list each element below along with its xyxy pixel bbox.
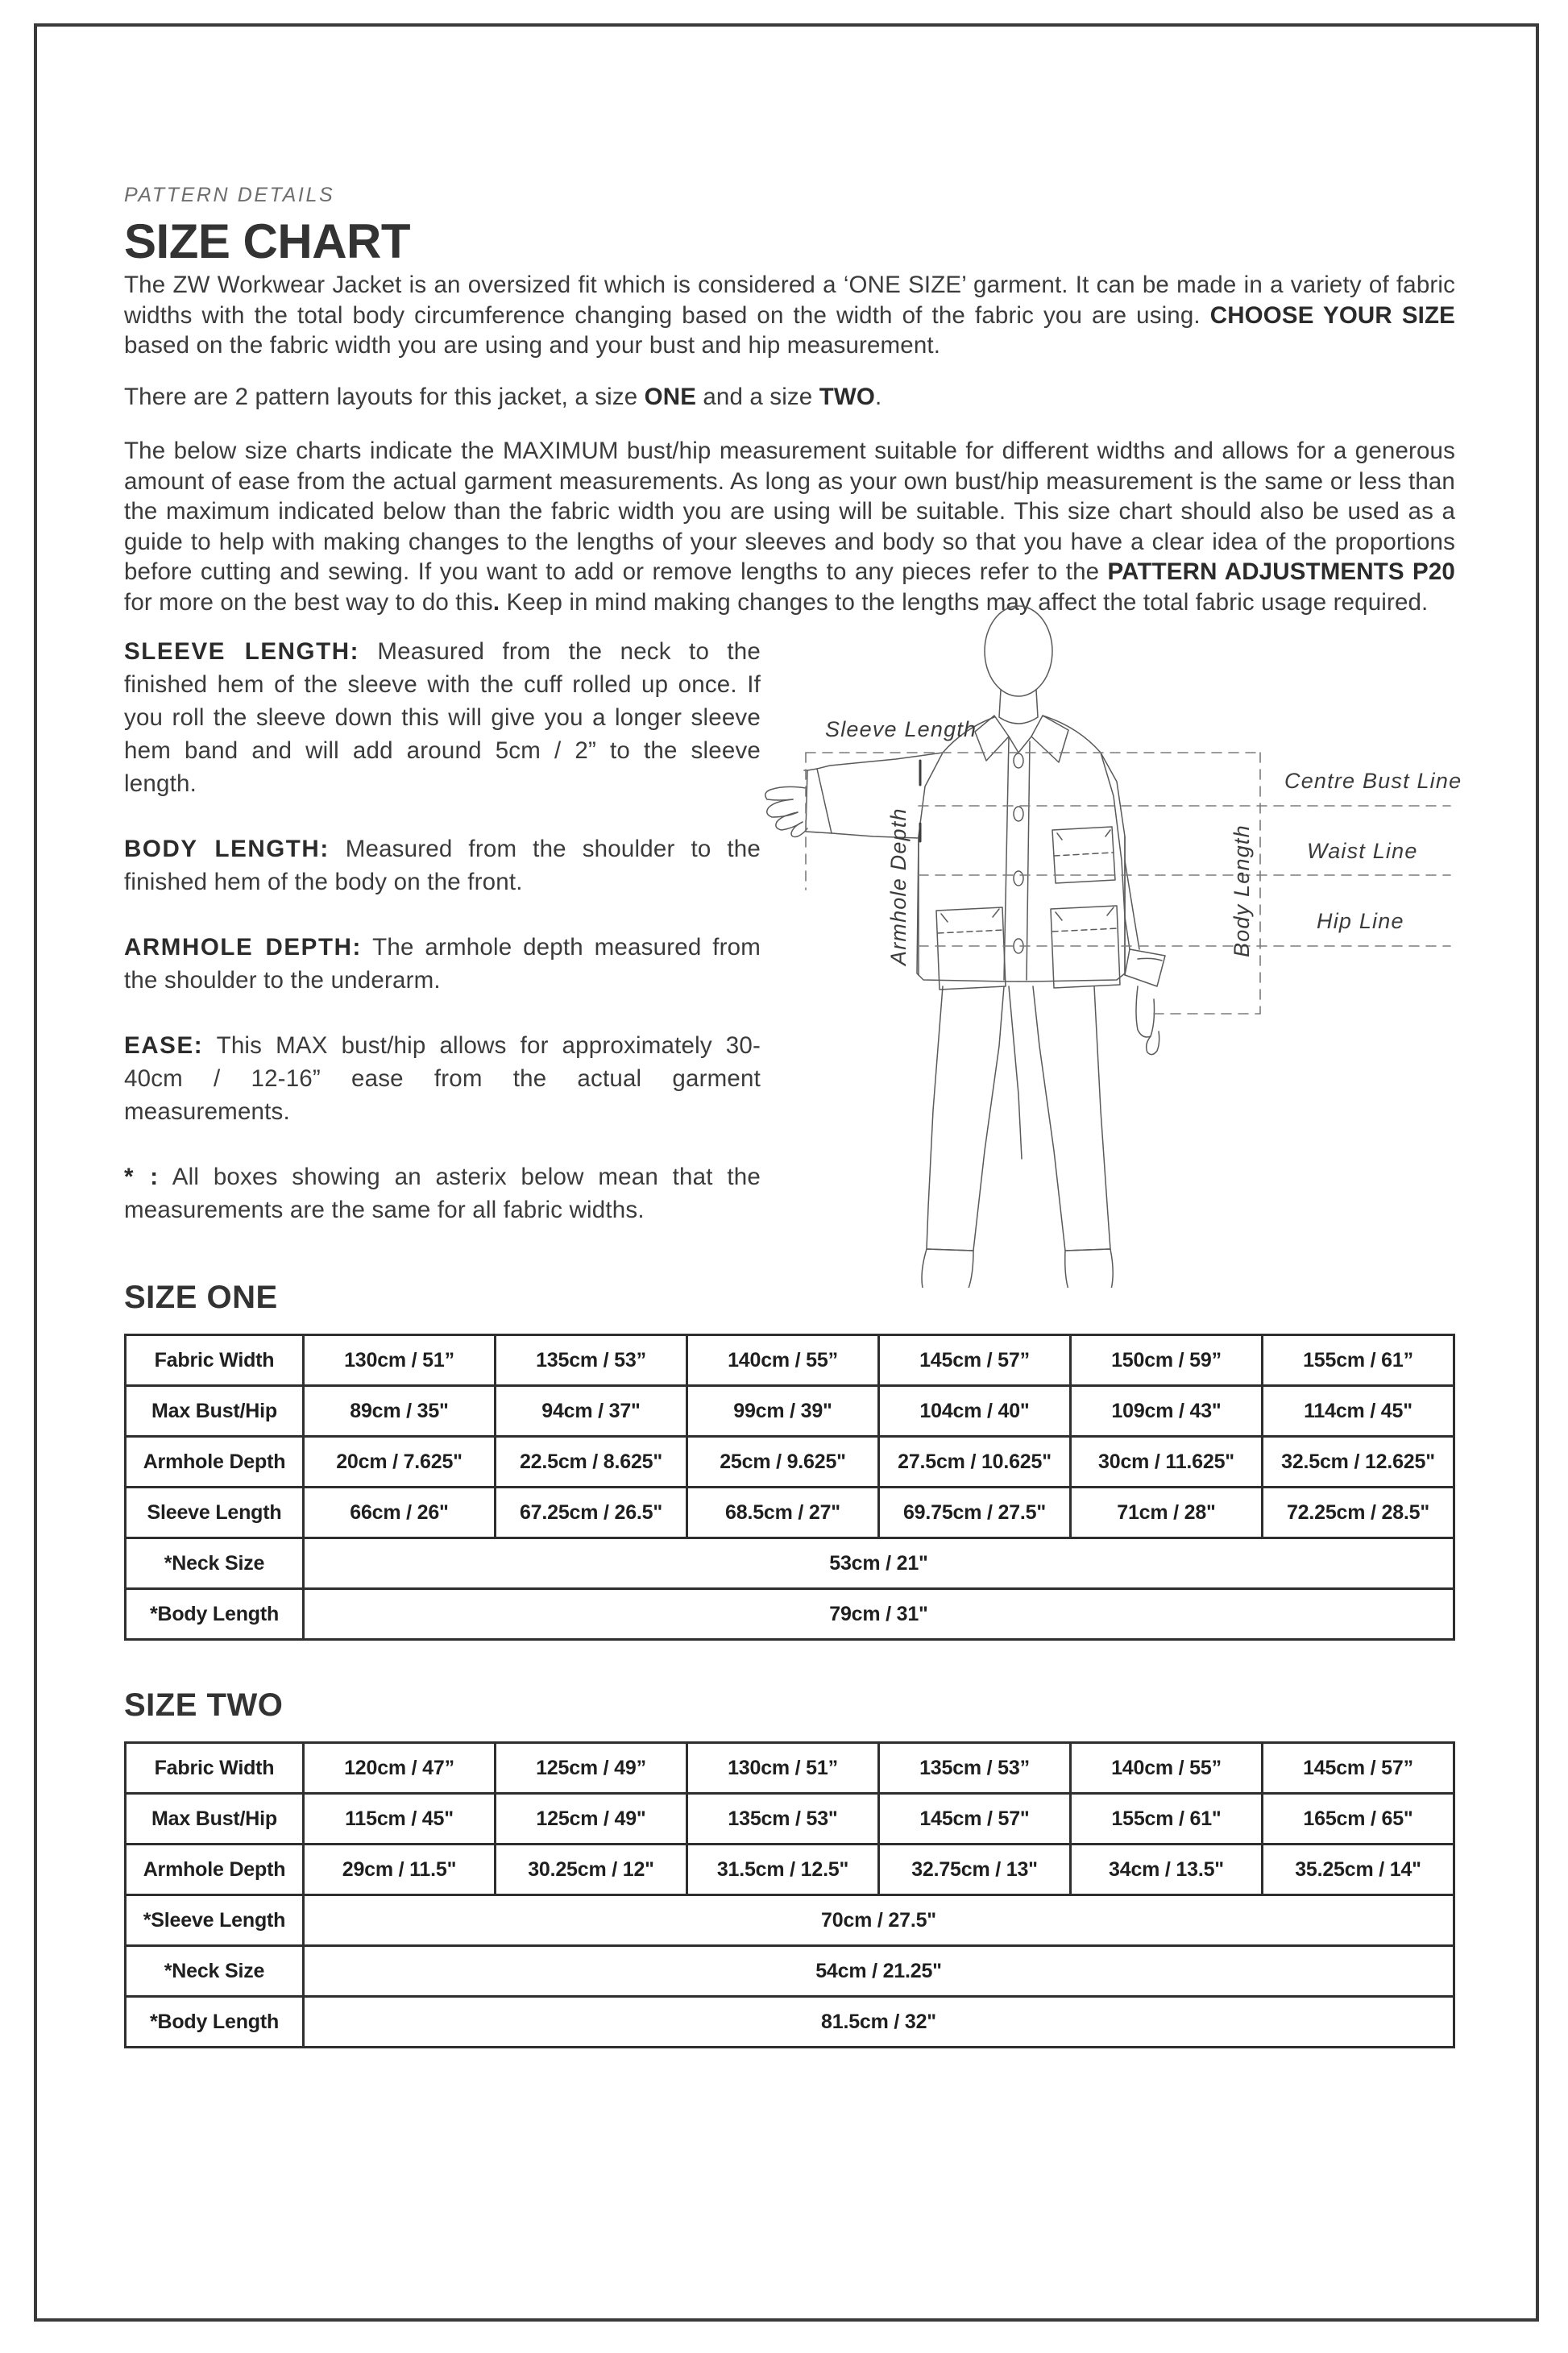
figure-head: [985, 606, 1052, 696]
definitions-and-illustration: [124, 635, 1462, 1226]
table-cell: 114cm / 45": [1263, 1386, 1454, 1437]
table-row: [126, 1845, 1454, 1895]
definition-text: Measured from the neck to the finished hem of the sleeve with the cuff rolled up once. If you roll the sleeve down this will give you a longer sleeve hem band and will add around 5cm / 2” to the sleeve length.: [124, 638, 761, 798]
illustration-label-armhole-depth: Armhole Depth: [886, 807, 911, 966]
table-cell: 94cm / 37": [496, 1386, 687, 1437]
row-label: Fabric Width: [126, 1743, 304, 1794]
illustration-label-waist-line: Waist Line: [1307, 839, 1418, 864]
merged-value-cell: 70cm / 27.5": [304, 1895, 1454, 1946]
chest-pocket-flap: [1054, 853, 1114, 856]
table-cell: 155cm / 61”: [1263, 1335, 1454, 1386]
max-bold-2: .: [492, 588, 500, 616]
hand-finger-1: [765, 787, 806, 801]
cuff-roll-line: [1138, 959, 1162, 961]
table-row: [126, 1335, 1454, 1386]
size-one-emphasis: ONE: [644, 383, 697, 410]
right-sleeve-outer: [1101, 753, 1130, 949]
row-label: *Body Length: [126, 1997, 304, 2048]
table-cell: 155cm / 61": [1071, 1794, 1263, 1845]
jacket-technical-illustration: [753, 595, 1462, 1288]
sleeve-top: [817, 753, 943, 769]
table-cell: 130cm / 51”: [687, 1743, 879, 1794]
definition-text: All boxes showing an asterix below mean that the measurements are the same for all fabric widths.: [124, 1164, 761, 1224]
pattern-adjustments-link[interactable]: PATTERN ADJUSTMENTS P20: [1107, 558, 1455, 586]
definition-label: ARMHOLE DEPTH:: [124, 934, 362, 961]
layouts-text-3: .: [874, 383, 882, 410]
trouser-left: [927, 986, 1004, 1251]
size-one-table: [124, 1334, 1455, 1641]
table-row: [126, 1895, 1454, 1946]
table-cell: 145cm / 57”: [879, 1335, 1071, 1386]
placket-left-edge: [1004, 738, 1009, 980]
table-cell: 115cm / 45": [304, 1794, 496, 1845]
table-row: [126, 1997, 1454, 2048]
definition-label: SLEEVE LENGTH:: [124, 638, 360, 666]
button-2: [1014, 807, 1023, 821]
table-cell: 89cm / 35": [304, 1386, 496, 1437]
table-cell: 20cm / 7.625": [304, 1437, 496, 1488]
right-sleeve-inner: [1125, 861, 1139, 949]
size-one-title: SIZE ONE: [124, 1280, 278, 1316]
table-cell: 145cm / 57”: [1263, 1743, 1454, 1794]
definition-ease: [124, 1029, 761, 1128]
table-row: [126, 1794, 1454, 1845]
intro-paragraph: [124, 270, 1455, 361]
eyebrow-label: PATTERN DETAILS: [124, 184, 335, 206]
max-text-1: The below size charts indicate the MAXIMUM bust/hip measurement suitable for different widths and allows for a generous amount of ease from the actual garment measurements. As long as your own bust/hip measurement is the same or less than the maximum indicated below than the fabric width you are using will be suitable. This size chart should also be used as a guide to help with making changes to the lengths of your sleeves and body so that you have a clear idea of the proportions before cutting and sewing. If you want to add or remove lengths to any pieces refer to the: [124, 438, 1455, 586]
choose-your-size-emphasis: CHOOSE YOUR SIZE: [1209, 301, 1455, 329]
table-cell: 150cm / 59”: [1071, 1335, 1263, 1386]
lower-pocket-left: [936, 907, 1006, 990]
table-cell: 72.25cm / 28.5": [1263, 1488, 1454, 1538]
right-thumb: [1147, 1031, 1159, 1055]
table-row: [126, 1589, 1454, 1640]
row-label: Armhole Depth: [126, 1437, 304, 1488]
row-label: Max Bust/Hip: [126, 1386, 304, 1437]
row-label: Fabric Width: [126, 1335, 304, 1386]
trouser-centre-seam: [1009, 986, 1022, 1159]
lower-pocket-right-line: [1052, 928, 1118, 932]
definition-body-length: [124, 832, 761, 898]
illustration-label-hip-line: Hip Line: [1317, 909, 1404, 934]
table-row: [126, 1386, 1454, 1437]
collar-right: [1031, 716, 1068, 762]
definition-label: EASE:: [124, 1032, 204, 1060]
definition-armhole-depth: [124, 931, 761, 997]
max-text-2: for more on the best way to do this: [124, 588, 493, 616]
maximum-measurement-paragraph: [124, 436, 1455, 617]
lower-pocket-left-line: [938, 930, 1004, 933]
definition-text: Measured from the shoulder to the finished hem of the body on the front.: [124, 836, 761, 896]
lower-pocket-right: [1051, 906, 1120, 988]
merged-value-cell: 79cm / 31": [304, 1589, 1454, 1640]
hand-finger-3: [776, 812, 803, 830]
size-two-emphasis: TWO: [819, 383, 875, 410]
illustration-label-sleeve-length: Sleeve Length: [825, 717, 977, 742]
chest-pocket: [1052, 827, 1115, 883]
definition-text: The armhole depth measured from the shoulder to the underarm.: [124, 934, 761, 994]
table-cell: 68.5cm / 27": [687, 1488, 879, 1538]
row-label: *Sleeve Length: [126, 1895, 304, 1946]
size-one-section: [124, 1280, 1455, 1641]
table-cell: 67.25cm / 26.5": [496, 1488, 687, 1538]
merged-value-cell: 53cm / 21": [304, 1538, 1454, 1589]
size-two-table: [124, 1741, 1455, 2048]
definition-label: BODY LENGTH:: [124, 836, 330, 863]
table-cell: 25cm / 9.625": [687, 1437, 879, 1488]
size-two-section: [124, 1687, 1455, 2048]
page-sheet: [34, 23, 1539, 2322]
right-sleeve-rolled-cuff: [1125, 949, 1165, 986]
table-row: [126, 1743, 1454, 1794]
hand-finger-4: [791, 822, 807, 837]
jacket-left-body: [917, 717, 1018, 981]
sleeve-bottom: [832, 833, 919, 838]
row-label: *Neck Size: [126, 1538, 304, 1589]
table-cell: 34cm / 13.5": [1071, 1845, 1263, 1895]
pattern-layouts-paragraph: [124, 382, 1455, 413]
table-cell: 135cm / 53”: [879, 1743, 1071, 1794]
table-cell: 125cm / 49": [496, 1794, 687, 1845]
table-cell: 135cm / 53”: [496, 1335, 687, 1386]
table-cell: 135cm / 53": [687, 1794, 879, 1845]
sleeve-cuff: [806, 769, 832, 833]
definition-text: This MAX bust/hip allows for approximately 30-40cm / 12-16” ease from the actual garment measurements.: [124, 1032, 761, 1126]
size-two-title: SIZE TWO: [124, 1687, 284, 1724]
page-title: SIZE CHART: [124, 214, 410, 268]
figure-neck: [999, 690, 1038, 724]
table-cell: 35.25cm / 14": [1263, 1845, 1454, 1895]
table-cell: 32.5cm / 12.625": [1263, 1437, 1454, 1488]
intro-text-2: based on the fabric width you are using and your bust and hip measurement.: [124, 332, 941, 359]
table-cell: 125cm / 49”: [496, 1743, 687, 1794]
table-row: [126, 1946, 1454, 1997]
collar-notch: [1009, 737, 1031, 753]
definition-label: * :: [124, 1164, 160, 1191]
table-cell: 130cm / 51”: [304, 1335, 496, 1386]
table-cell: 30cm / 11.625": [1071, 1437, 1263, 1488]
table-cell: 32.75cm / 13": [879, 1845, 1071, 1895]
table-cell: 165cm / 65": [1263, 1794, 1454, 1845]
hand-finger-2: [767, 799, 798, 817]
button-4: [1014, 939, 1023, 953]
table-cell: 140cm / 55”: [1071, 1743, 1263, 1794]
row-label: *Body Length: [126, 1589, 304, 1640]
table-cell: 30.25cm / 12": [496, 1845, 687, 1895]
placket-right-edge: [1027, 741, 1030, 980]
table-cell: 104cm / 40": [879, 1386, 1071, 1437]
definition-list: [124, 635, 761, 1226]
illustration-label-centre-bust-line: Centre Bust Line: [1284, 769, 1462, 794]
definition-sleeve-length: [124, 635, 761, 800]
illustration-label-body-length: Body Length: [1230, 824, 1254, 958]
trouser-right: [1033, 986, 1110, 1251]
row-label: Sleeve Length: [126, 1488, 304, 1538]
table-cell: 71cm / 28": [1071, 1488, 1263, 1538]
table-cell: 31.5cm / 12.5": [687, 1845, 879, 1895]
table-cell: 29cm / 11.5": [304, 1845, 496, 1895]
table-cell: 120cm / 47”: [304, 1743, 496, 1794]
merged-value-cell: 54cm / 21.25": [304, 1946, 1454, 1997]
definition-asterix: [124, 1160, 761, 1226]
layouts-text-1: There are 2 pattern layouts for this jacket, a size: [124, 383, 645, 410]
collar-left: [975, 716, 1009, 761]
table-row: [126, 1538, 1454, 1589]
row-label: Armhole Depth: [126, 1845, 304, 1895]
right-hand: [1136, 986, 1155, 1037]
button-3: [1014, 871, 1023, 886]
table-cell: 99cm / 39": [687, 1386, 879, 1437]
table-cell: 22.5cm / 8.625": [496, 1437, 687, 1488]
table-cell: 140cm / 55”: [687, 1335, 879, 1386]
row-label: Max Bust/Hip: [126, 1794, 304, 1845]
table-row: [126, 1488, 1454, 1538]
page-content: [124, 184, 1462, 2048]
table-cell: 66cm / 26": [304, 1488, 496, 1538]
jacket-right-body: [1018, 716, 1125, 981]
table-row: [126, 1437, 1454, 1488]
max-text-3: Keep in mind making changes to the lengths may affect the total fabric usage required.: [500, 588, 1429, 616]
table-cell: 145cm / 57": [879, 1794, 1071, 1845]
button-1: [1014, 753, 1023, 768]
table-cell: 109cm / 43": [1071, 1386, 1263, 1437]
merged-value-cell: 81.5cm / 32": [304, 1997, 1454, 2048]
table-cell: 27.5cm / 10.625": [879, 1437, 1071, 1488]
table-cell: 69.75cm / 27.5": [879, 1488, 1071, 1538]
intro-text-1: The ZW Workwear Jacket is an oversized fit which is considered a ‘ONE SIZE’ garment. It can be made in a variety of fabric widths with the total body circumference changing based on the width of the fabric you are using.: [124, 272, 1455, 329]
layouts-text-2: and a size: [696, 383, 819, 410]
row-label: *Neck Size: [126, 1946, 304, 1997]
